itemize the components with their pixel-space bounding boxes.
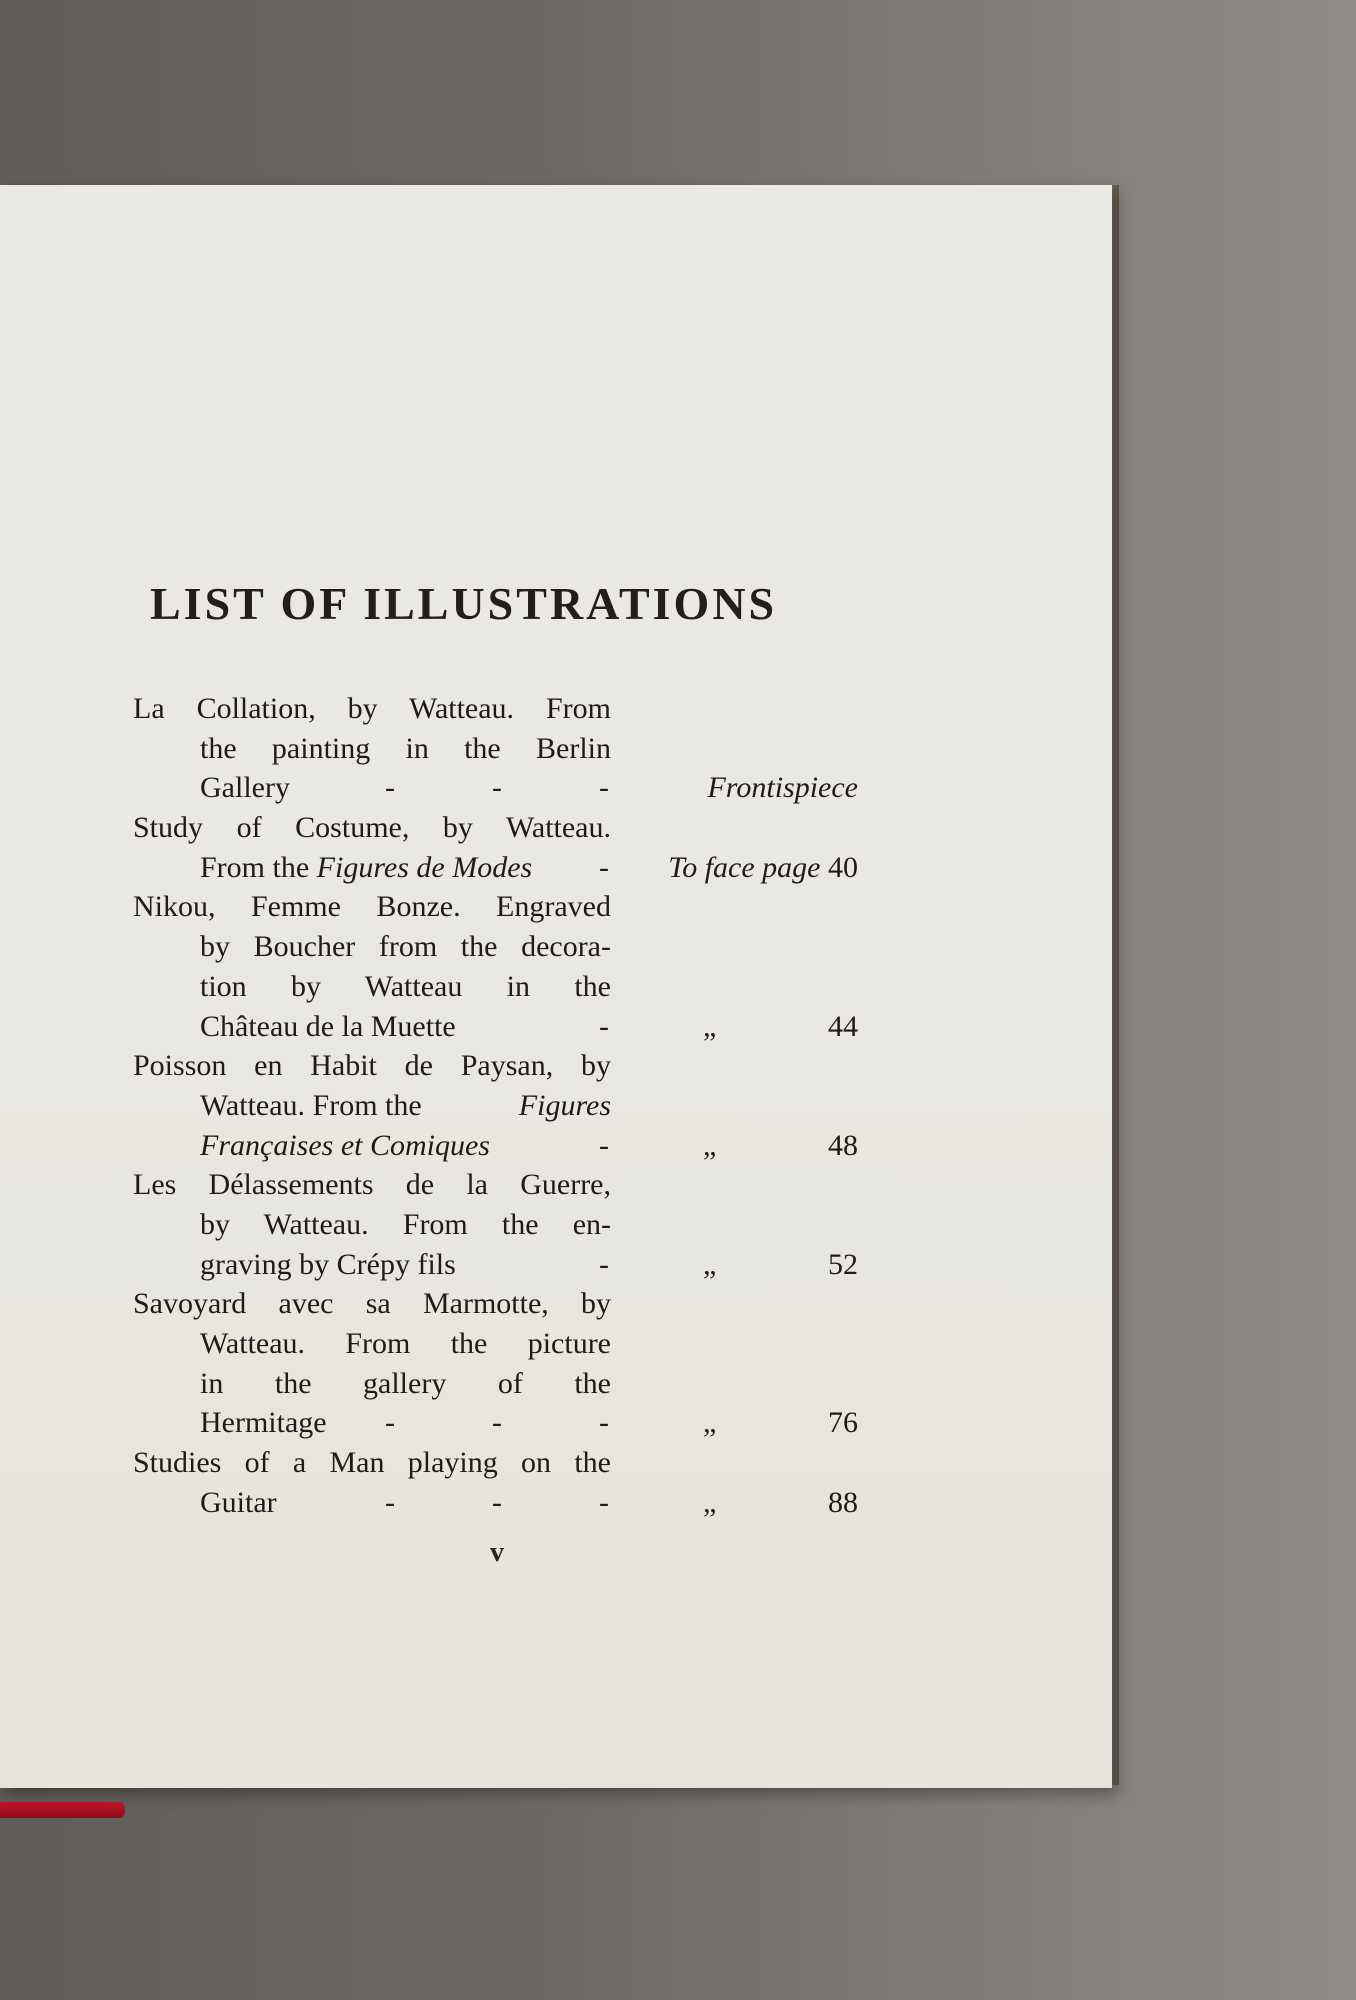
page-reference [668, 848, 858, 888]
entry-italic-title: Françaises et Comiques [200, 1128, 490, 1162]
entry-text-part: Watteau. From the [200, 1088, 430, 1122]
entry-italic-title: Figures de Modes [316, 850, 533, 884]
list-item [133, 1245, 858, 1285]
entry-text: graving by Crépy fils [200, 1247, 456, 1281]
list-item [133, 1086, 858, 1126]
entry-text: Nikou, Femme Bonze. Engraved [133, 890, 611, 924]
list-item [133, 1483, 858, 1523]
entry-text: Hermitage [200, 1406, 327, 1440]
ditto-mark: „ [703, 1128, 717, 1162]
page-number: 52 [828, 1247, 858, 1281]
list-item [133, 1165, 858, 1205]
list-item [133, 887, 858, 927]
list-item [133, 848, 858, 888]
page-number: 88 [828, 1485, 858, 1519]
entry-text: in the gallery of the [200, 1366, 611, 1400]
illustrations-list [133, 689, 858, 1522]
ditto-mark: „ [703, 1009, 717, 1043]
leader-dash: - [599, 1128, 609, 1162]
list-item [133, 729, 858, 769]
entry-text: Les Délassements de la Guerre, [133, 1168, 611, 1202]
page-number: 44 [828, 1009, 858, 1043]
leader-dash: - [385, 1485, 395, 1519]
entry-text [200, 1086, 611, 1126]
leader-dash: - [385, 1406, 395, 1440]
entry-text [200, 848, 532, 888]
entry-text: by Watteau. From the en- [200, 1207, 611, 1241]
list-item [133, 1284, 858, 1324]
leader-dash: - [599, 850, 609, 884]
page-number: 76 [828, 1406, 858, 1440]
leader-dashes [383, 768, 611, 808]
page-title: LIST OF ILLUSTRATIONS [150, 578, 778, 629]
list-item [133, 1007, 858, 1047]
entry-text: Château de la Muette [200, 1009, 456, 1043]
leader-dash: - [599, 1247, 609, 1281]
page-reference: Frontispiece [707, 771, 858, 805]
page-number: 40 [828, 850, 858, 884]
leader-dash: - [599, 1406, 609, 1440]
page-number: 48 [828, 1128, 858, 1162]
entry-text: Study of Costume, by Watteau. [133, 811, 611, 845]
leader-dash: - [385, 771, 395, 805]
list-item [133, 1205, 858, 1245]
leader-dash: - [492, 1485, 502, 1519]
entry-text: the painting in the Berlin [200, 731, 611, 765]
leader-dash: - [599, 771, 609, 805]
entry-text: Guitar [200, 1485, 277, 1519]
entry-text: Poisson en Habit de Paysan, by [133, 1049, 611, 1083]
entry-text: tion by Watteau in the [200, 969, 611, 1003]
leader-dash: - [599, 1485, 609, 1519]
entry-text: Savoyard avec sa Marmotte, by [133, 1287, 611, 1321]
entry-italic-title: Figures [518, 1088, 611, 1122]
bookmark-ribbon [0, 1802, 125, 1818]
entry-text: Watteau. From the picture [200, 1327, 611, 1360]
list-item [133, 1126, 858, 1166]
list-item [133, 1403, 858, 1443]
list-item [133, 808, 858, 848]
list-item [133, 1364, 858, 1404]
leader-dashes [383, 1483, 611, 1523]
leader-dash: - [599, 1009, 609, 1043]
list-item [133, 1443, 858, 1483]
list-item [133, 1046, 858, 1086]
leader-dash: - [492, 771, 502, 805]
ref-label: To face page [668, 850, 821, 884]
entry-text-part: From the [200, 850, 317, 884]
leader-dashes [383, 1403, 611, 1443]
list-item [133, 689, 858, 729]
ditto-mark: „ [703, 1247, 717, 1281]
entry-text: Gallery [200, 771, 290, 805]
list-item [133, 967, 858, 1007]
entry-text: Studies of a Man playing on the [133, 1446, 611, 1480]
entry-text: La Collation, by Watteau. From [133, 692, 611, 725]
ditto-mark: „ [703, 1485, 717, 1519]
list-item [133, 927, 858, 967]
list-item [133, 1324, 858, 1364]
page-folio: v [490, 1537, 504, 1568]
leader-dash: - [492, 1406, 502, 1440]
list-item [133, 768, 858, 808]
entry-text: by Boucher from the decora- [200, 930, 611, 964]
ditto-mark: „ [703, 1406, 717, 1440]
